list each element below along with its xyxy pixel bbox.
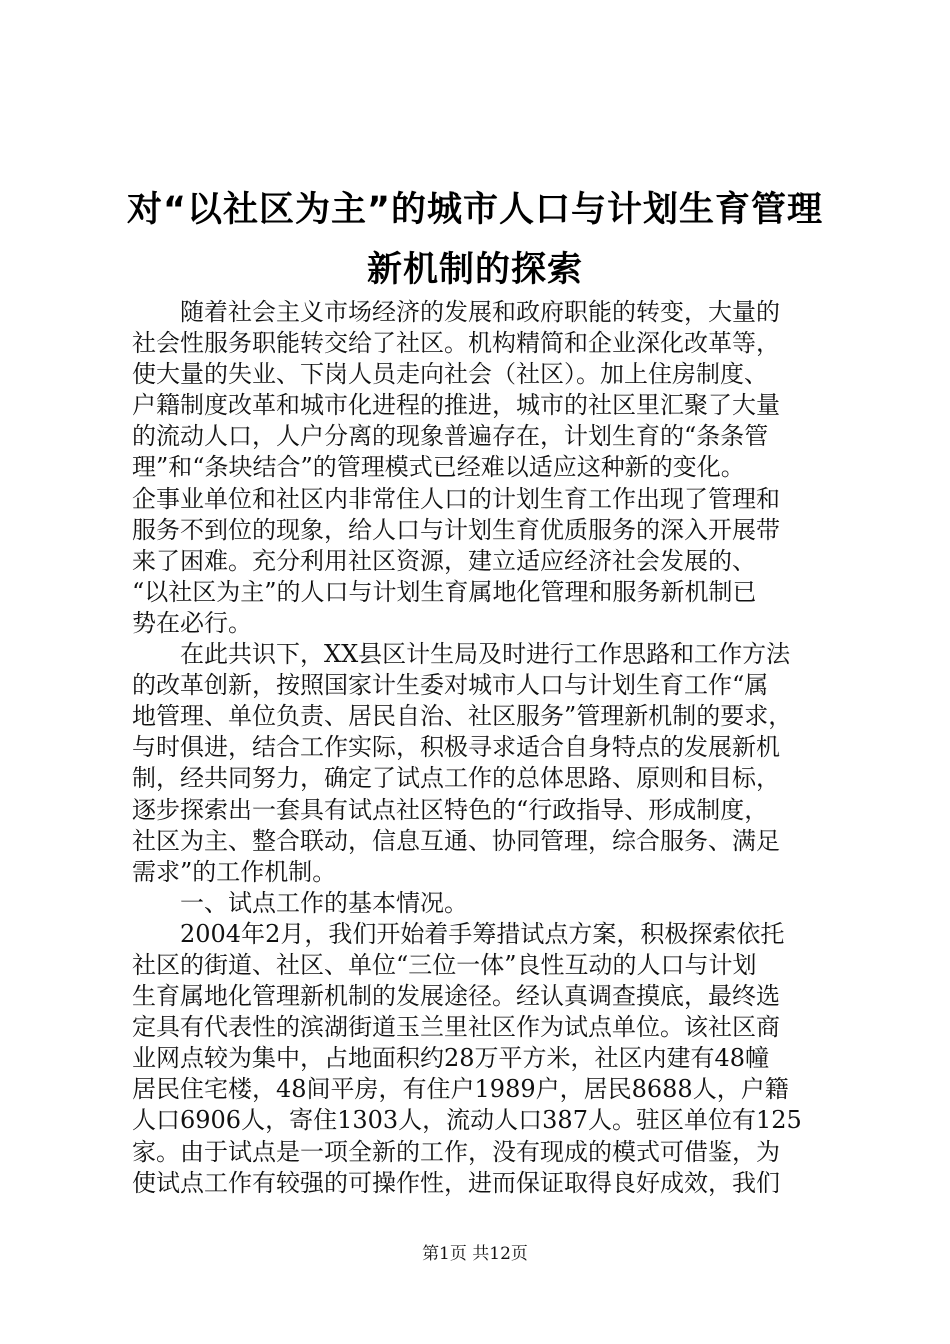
body-text-line: 户籍制度改革和城市化进程的推进，城市的社区里汇聚了大量 xyxy=(132,391,780,420)
body-text-line: 的流动人口，人户分离的现象普遍存在，计划生育的“条条管 xyxy=(132,422,769,451)
body-text-line: 生育属地化管理新机制的发展途径。经认真调查摸底，最终选 xyxy=(132,982,780,1011)
body-text-line: 需求”的工作机制。 xyxy=(132,857,337,886)
body-text-line: 逐步探索出一套具有试点社区特色的“行政指导、形成制度， xyxy=(132,795,769,824)
page-footer: 第1页 共12页 xyxy=(422,1244,528,1264)
body-text-line: 地管理、单位负责、居民自治、社区服务”管理新机制的要求， xyxy=(132,702,793,731)
body-text-line: 一、试点工作的基本情况。 xyxy=(132,888,468,917)
body-text-line: 人口6906人，寄住1303人，流动人口387人。驻区单位有125 xyxy=(132,1106,802,1135)
body-text-line: 服务不到位的现象，给人口与计划生育优质服务的深入开展带 xyxy=(132,515,780,544)
body-text-line: 理”和“条块结合”的管理模式已经难以适应这种新的变化。 xyxy=(132,453,745,482)
body-text-line: 随着社会主义市场经济的发展和政府职能的转变，大量的 xyxy=(132,298,780,326)
body-text-line: 与时俱进，结合工作实际，积极寻求适合自身特点的发展新机 xyxy=(132,733,780,762)
body-text-line: 定具有代表性的滨湖街道玉兰里社区作为试点单位。该社区商 xyxy=(132,1013,780,1042)
body-text-line: 家。由于试点是一项全新的工作，没有现成的模式可借鉴，为 xyxy=(132,1137,780,1166)
body-text-line: 的改革创新，按照国家计生委对城市人口与计划生育工作“属 xyxy=(132,671,769,700)
body-text-line: 居民住宅楼，48间平房，有住户1989户，居民8688人，户籍 xyxy=(132,1075,789,1104)
body-text-line: 2004年2月，我们开始着手筹措试点方案，积极探索依托 xyxy=(132,919,785,948)
document-title-line-2: 新机制的探索 xyxy=(366,250,583,290)
body-text-line: 制，经共同努力，确定了试点工作的总体思路、原则和目标， xyxy=(132,764,780,793)
body-text-line: 使大量的失业、下岗人员走向社会（社区）。加上住房制度、 xyxy=(132,360,768,389)
body-text-line: 社区为主、整合联动，信息互通、协同管理，综合服务、满足 xyxy=(132,826,780,855)
body-text-line: 使试点工作有较强的可操作性，进而保证取得良好成效，我们 xyxy=(132,1168,780,1197)
body-text-line: 企事业单位和社区内非常住人口的计划生育工作出现了管理和 xyxy=(132,484,780,513)
body-text-line: 在此共识下，XX县区计生局及时进行工作思路和工作方法 xyxy=(132,640,791,669)
document-title-line-1: 对“以社区为主”的城市人口与计划生育管理 xyxy=(126,190,823,230)
body-text-line: 来了困难。充分利用社区资源，建立适应经济社会发展的、 xyxy=(132,546,756,575)
body-text-line: 业网点较为集中，占地面积约28万平方米，社区内建有48幢 xyxy=(132,1044,770,1073)
body-text-line: 社区的街道、社区、单位“三位一体”良性互动的人口与计划 xyxy=(132,950,757,979)
body-text-line: “以社区为主”的人口与计划生育属地化管理和服务新机制已 xyxy=(132,577,757,606)
body-text-line: 社会性服务职能转交给了社区。机构精简和企业深化改革等， xyxy=(132,329,780,358)
body-text-line: 势在必行。 xyxy=(132,608,252,637)
document-body xyxy=(132,297,832,1199)
